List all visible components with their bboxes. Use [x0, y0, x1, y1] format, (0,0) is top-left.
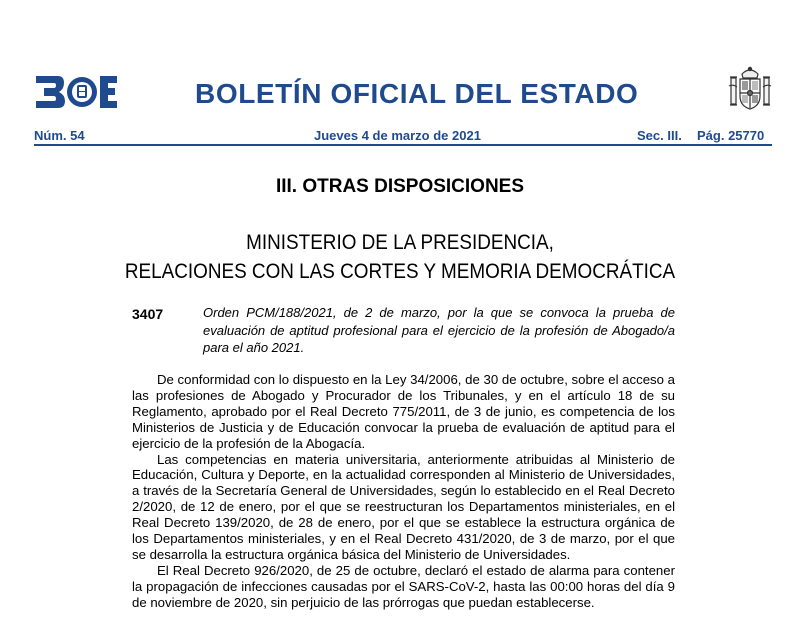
section-label: Sec. III.: [637, 128, 682, 143]
header-divider: [34, 144, 772, 146]
spanish-coat-of-arms-icon: [728, 66, 772, 112]
ministry-line-1: MINISTERIO DE LA PRESIDENCIA,: [246, 231, 554, 254]
ministry-line-2: RELACIONES CON LAS CORTES Y MEMORIA DEMOCRÁTICA: [124, 260, 676, 283]
body-paragraph: De conformidad con lo dispuesto en la Ley 34/2006, de 30 de octubre, sobre el acceso a las profesiones de Abogado y Procurador de los Tribunales, y en el artículo 18 de su Reglamento, aprobado por el Real Decreto 775/2011, de 3 de junio, es competencia de los Ministerios de Justicia y de Educación convocar la prueba de evaluación de aptitud para el ejercicio de la profesión de la Abogacía.: [132, 372, 675, 451]
issue-number: Núm. 54: [34, 128, 85, 143]
boe-logo: [34, 74, 118, 110]
issue-date: Jueves 4 de marzo de 2021: [314, 128, 481, 143]
section-title: III. OTRAS DISPOSICIONES: [275, 176, 525, 197]
document-body: [132, 372, 675, 611]
ministry-heading: [40, 228, 760, 286]
disposition-summary: Orden PCM/188/2021, de 2 de marzo, por la que se convoca la prueba de evaluación de aptitud profesional para el ejercicio de la profesión de Abogado/a para el año 2021.: [203, 305, 675, 355]
body-paragraph: Las competencias en materia universitaria, anteriormente atribuidas al Ministerio de Educación, Cultura y Deporte, en la actualidad corresponden al Ministerio de Universidades, a través de la Secretaría General de Universidades, según lo establecido en el Real Decreto 2/2020, de 12 de enero, por el que se reestructuran los Departamentos ministeriales, en el Real Decreto 139/2020, de 28 de enero, por el que se establece la estructura orgánica de los Departamentos ministeriales, y en el Real Decreto 431/2020, de 3 de marzo, por el que se desarrolla la estructura orgánica básica del Ministerio de Universidades.: [132, 451, 675, 562]
body-paragraph: El Real Decreto 926/2020, de 25 de octubre, declaró el estado de alarma para contener la propagación de infecciones causadas por el SARS-CoV-2, hasta las 00:00 horas del día 9 de noviembre de 2020, sin perjuicio de las prórrogas que puedan establecerse.: [132, 562, 675, 610]
page-number: Pág. 25770: [697, 128, 765, 143]
disposition-number: 3407: [132, 306, 164, 322]
publication-title: BOLETÍN OFICIAL DEL ESTADO: [195, 78, 639, 109]
